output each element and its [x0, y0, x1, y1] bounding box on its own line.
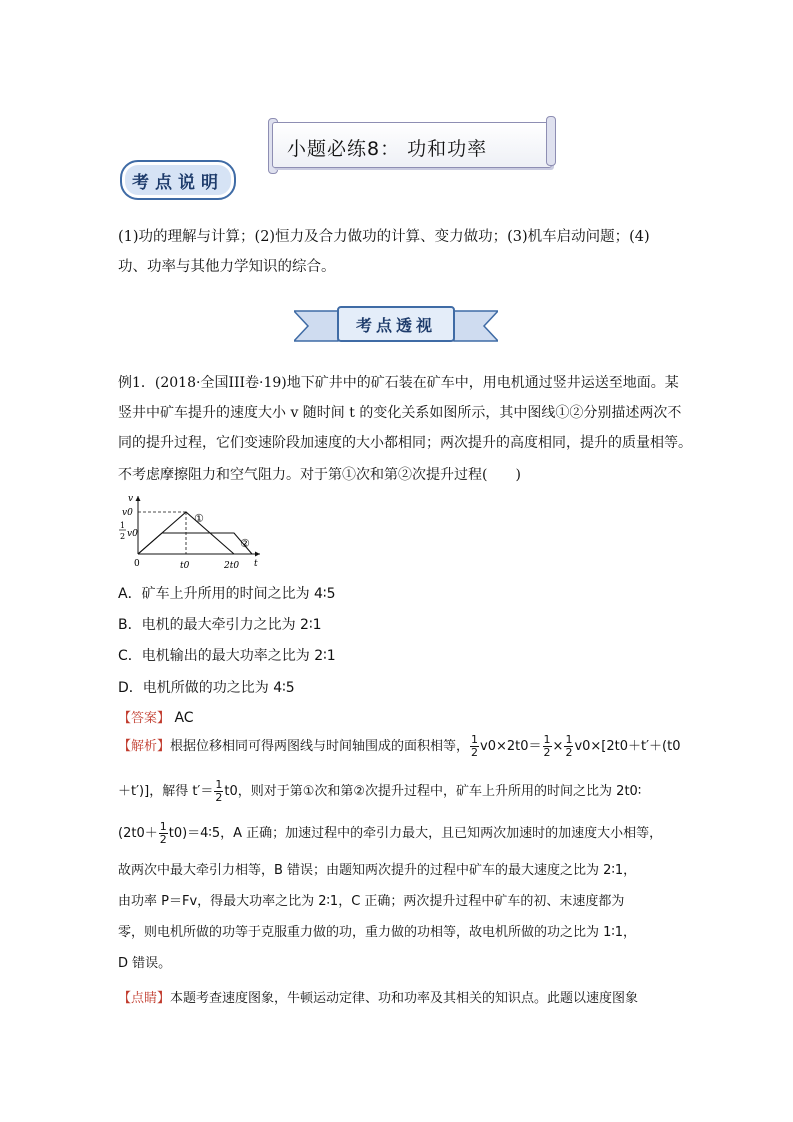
- fraction-den: 2: [565, 746, 573, 759]
- analysis-text-3a: (2t0＋: [118, 826, 158, 841]
- analysis-text-1d: v0×[2t0＋t′＋(t0: [574, 739, 681, 754]
- half-tick-num: 1: [120, 521, 126, 530]
- analysis-tag: 【解析】: [118, 739, 171, 754]
- section-badge: 考点说明: [120, 160, 236, 200]
- choice-a: A．矿车上升所用的时间之比为 4∶5: [118, 586, 336, 602]
- fraction-num: 1: [159, 820, 167, 833]
- half-v0-tick: v0: [127, 529, 138, 539]
- fraction-den: 2: [215, 791, 223, 804]
- velocity-time-graph: [114, 492, 264, 572]
- analysis-text-3b: t0)＝4∶5，A 正确；加速过程中的牵引力最大，且已知两次加速时的加速度大小相等，: [168, 826, 663, 841]
- page-title: 小题必练8： 功和功率: [287, 138, 488, 160]
- analysis-line-1: [118, 731, 681, 763]
- choice-b: B．电机的最大牵引力之比为 2∶1: [118, 617, 322, 633]
- origin-label: 0: [134, 559, 140, 569]
- analysis-text-1b: v0×2t0＝: [480, 739, 542, 754]
- analysis-line-2: [118, 776, 641, 808]
- choice-c: C．电机输出的最大功率之比为 2∶1: [118, 648, 336, 664]
- fraction-num: 1: [543, 733, 551, 746]
- analysis-line-4: 故两次中最大牵引力相等，B 错误；由题知两次提升的过程中矿车的最大速度之比为 2∶1，: [118, 863, 637, 878]
- fraction-half: [470, 734, 479, 759]
- fraction-den: 2: [543, 746, 551, 759]
- example-line-1: 例1．(2018·全国III卷·19)地下矿井中的矿石装在矿车中，用电机通过竖井运送至地面。某: [118, 375, 679, 391]
- fraction-half: [214, 779, 223, 804]
- fraction-half: [159, 821, 168, 846]
- example-line-3: 同的提升过程，它们变速阶段加速度的大小都相同；两次提升的高度相同，提升的质量相等。: [118, 435, 692, 451]
- comment-tag: 【点睛】: [118, 991, 171, 1006]
- fraction-num: 1: [565, 733, 573, 746]
- t0-tick: t0: [180, 561, 190, 571]
- curve-2-label: ②: [240, 537, 250, 550]
- fraction-den: 2: [471, 746, 479, 759]
- comment-line: [118, 983, 638, 1015]
- y-axis-arrow: [136, 496, 141, 501]
- example-line-4: 不考虑摩擦阻力和空气阻力。对于第①次和第②次提升过程( ): [118, 467, 521, 483]
- comment-text: 本题考查速度图象，牛顿运动定律、功和功率及其相关的知识点。此题以速度图象: [170, 991, 639, 1006]
- analysis-line-6: 零，则电机所做的功等于克服重力做的功，重力做的功相等，故电机所做的功之比为 1∶1，: [118, 925, 637, 940]
- analysis-text-2b: t0，则对于第①次和第②次提升过程中，矿车上升所用的时间之比为 2t0∶: [224, 784, 642, 799]
- answer-line: [118, 707, 194, 726]
- intro-text: (1)功的理解与计算；(2)恒力及合力做功的计算、变力做功；(3)机车启动问题；(4)功、功率与其他力学知识的综合。: [118, 229, 650, 275]
- ribbon-label: 考点透视: [355, 316, 436, 335]
- fraction-num: 1: [471, 733, 479, 746]
- fraction-num: 1: [215, 778, 223, 791]
- answer-tag: 【答案】: [118, 711, 171, 726]
- example-line-2: 竖井中矿车提升的速度大小 v 随时间 t 的变化关系如图所示，其中图线①②分别描述两次不: [118, 405, 682, 421]
- analysis-line-5: 由功率 P＝Fv，得最大功率之比为 2∶1，C 正确；两次提升过程中矿车的初、末速度都为: [118, 894, 625, 909]
- curve-2: [138, 533, 252, 554]
- answer-value: AC: [174, 710, 194, 726]
- half-tick-den: 2: [120, 532, 126, 541]
- choice-d: D．电机所做的功之比为 4∶5: [118, 680, 295, 696]
- analysis-line-3: [118, 818, 662, 850]
- fraction-den: 2: [159, 833, 167, 846]
- y-axis-label: v: [128, 494, 134, 504]
- x-axis-arrow: [255, 552, 260, 557]
- fraction-half: [564, 734, 573, 759]
- analysis-text-1c: ×: [552, 739, 564, 754]
- x-axis-label: t: [254, 559, 258, 569]
- curve-1-label: ①: [194, 512, 204, 525]
- fraction-half: [543, 734, 552, 759]
- v0-tick: v0: [122, 508, 133, 518]
- analysis-text-1a: 根据位移相同可得两图线与时间轴围成的面积相等，: [170, 739, 470, 754]
- title-scroll-right-edge: [546, 116, 556, 166]
- analysis-line-7: D 错误。: [118, 956, 172, 971]
- analysis-text-2a: ＋t′)]，解得 t′＝: [118, 784, 214, 799]
- 2t0-tick: 2t0: [224, 561, 240, 571]
